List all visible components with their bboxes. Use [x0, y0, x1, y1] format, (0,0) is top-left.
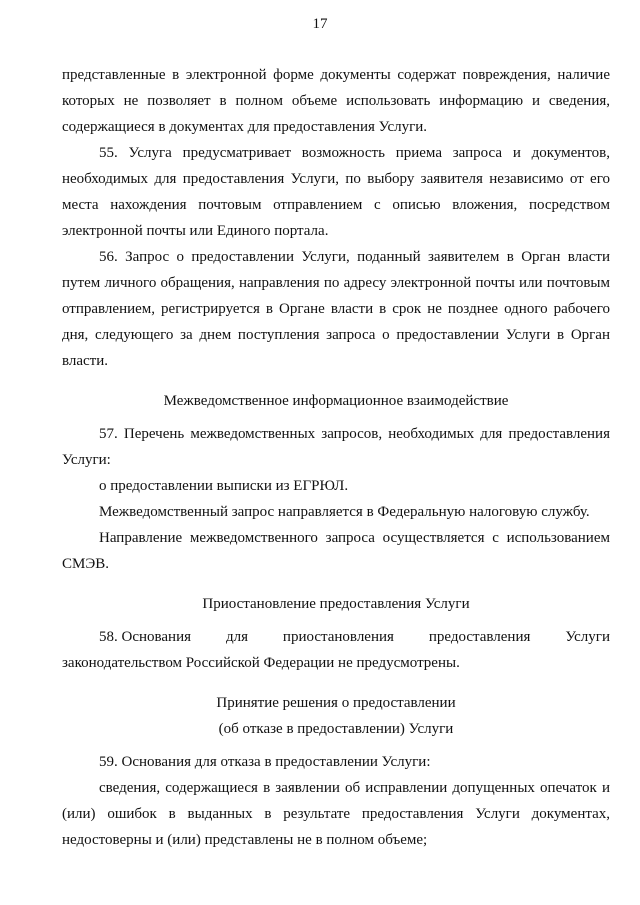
- section-heading-suspension: Приостановление предоставления Услуги: [202, 596, 470, 612]
- paragraph-57: 57. Перечень межведомственных запросов, необходимых для предоставления Услуги:: [62, 426, 610, 468]
- paragraph-continuation: представленные в электронной форме документы содержат повреждения, наличие которых не позволяет в полном объеме использовать информацию и сведения, содержащиеся в документах для предоставления Услуги.: [62, 67, 610, 135]
- paragraph-56: 56. Запрос о предоставлении Услуги, поданный заявителем в Орган власти путем личного обращения, направления по адресу электронной почты или почтовым отправлением, регистрируется в Органе власти в срок не позднее одного рабочего дня, следующего за днем поступления запроса о предоставлении Услуги в Орган власти.: [62, 249, 610, 369]
- section-heading-decision-line1: Принятие решения о предоставлении: [216, 695, 456, 711]
- paragraph-57-note-smev: Направление межведомственного запроса осуществляется с использованием СМЭВ.: [62, 530, 610, 572]
- section-heading-interagency: Межведомственное информационное взаимодействие: [163, 393, 509, 409]
- section-heading-decision: [62, 690, 610, 742]
- page-number: 17: [312, 16, 328, 32]
- paragraph-58-line2: законодательством Российской Федерации не предусмотрены.: [62, 655, 460, 671]
- paragraph-59-item: сведения, содержащиеся в заявлении об исправлении допущенных опечаток и (или) ошибок в выданных в результате предоставления Услуги документах, недостоверны и (или) представлены не в полном объеме;: [62, 780, 610, 848]
- paragraph-58-line1: [62, 624, 610, 650]
- document-body: [62, 62, 610, 853]
- paragraph-59: 59. Основания для отказа в предоставлении Услуги:: [99, 754, 431, 770]
- paragraph-58-word: Услуги: [565, 629, 610, 645]
- section-heading-decision-line2: (об отказе в предоставлении) Услуги: [218, 721, 454, 737]
- paragraph-57-note-tax: Межведомственный запрос направляется в Федеральную налоговую службу.: [99, 504, 590, 520]
- paragraph-58-word: предоставления: [428, 629, 531, 645]
- paragraph-57-item: о предоставлении выписки из ЕГРЮЛ.: [99, 478, 349, 494]
- paragraph-58-word: приостановления: [282, 629, 394, 645]
- paragraph-55: 55. Услуга предусматривает возможность приема запроса и документов, необходимых для предоставления Услуги, по выбору заявителя независимо от его места нахождения почтовым отправлением с описью вложения, посредством электронной почты или Единого портала.: [62, 145, 610, 239]
- paragraph-58-word: для: [225, 629, 248, 645]
- paragraph-58-word: 58. Основания: [99, 629, 192, 645]
